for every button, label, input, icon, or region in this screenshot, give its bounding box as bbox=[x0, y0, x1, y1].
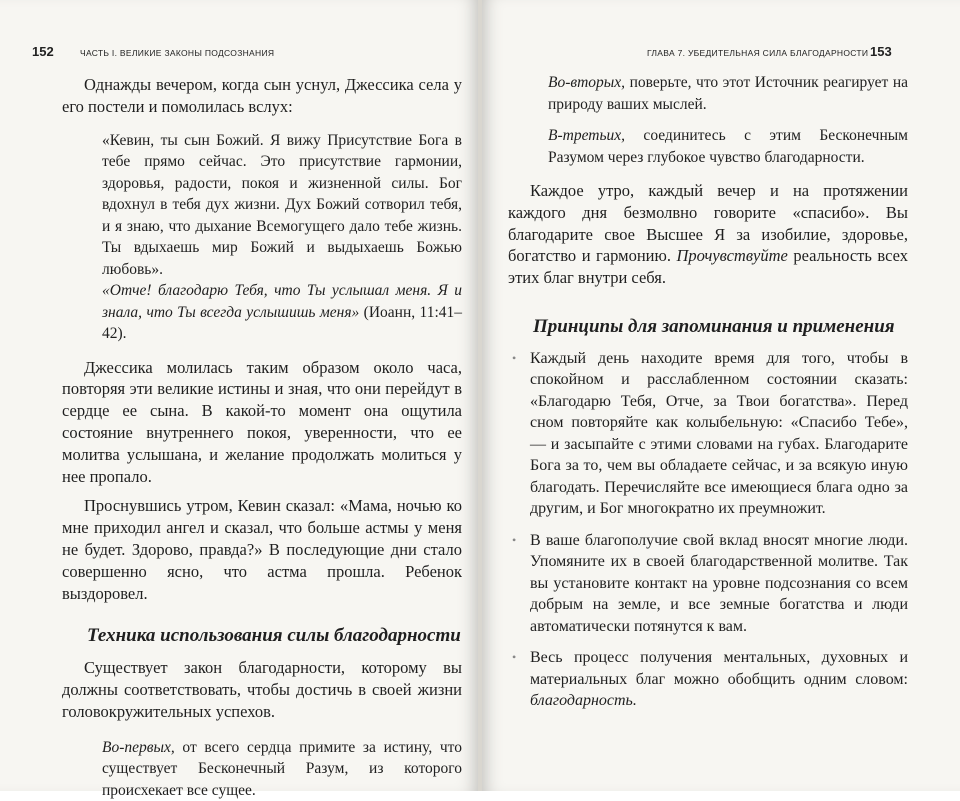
first-text: от всего сердца примите за истину, что существует Бесконечный Разум, из которого происхекает все сущее. bbox=[102, 738, 462, 799]
third-text: соединитесь с этим Бесконечным Разумом через глубокое чувство благодарности. bbox=[548, 127, 908, 166]
list-item bbox=[508, 348, 908, 520]
step-first bbox=[62, 737, 462, 801]
third-label: В-третьих, bbox=[548, 127, 626, 144]
bullet-icon: • bbox=[512, 532, 517, 547]
heading-technique: Техника использования силы благодарности bbox=[87, 625, 461, 647]
quote-italic: «Отче! благодарю Тебя, что Ты услышал меня. Я и знала, что Ты всегда услышишь меня» bbox=[102, 282, 462, 321]
daily-thanks-a: Каждое утро, каждый вечер и на протяжении каждого дня безмолвно говорите «спасибо». Вы благодарите свое Высшее Я за изобилие, здоровье, богатство и гармонию. bbox=[508, 181, 908, 266]
list-item bbox=[508, 530, 908, 638]
step-third bbox=[508, 125, 908, 168]
left-page bbox=[0, 0, 478, 799]
right-page-number: 153 bbox=[870, 44, 892, 59]
paragraph-law: Существует закон благодарности, которому вы должны соответствовать, чтобы достичь в своей жизни головокружительных успехов. bbox=[62, 658, 462, 721]
left-body bbox=[62, 74, 462, 801]
bullet-icon: • bbox=[512, 650, 517, 665]
left-page-number: 152 bbox=[32, 44, 54, 59]
second-label: Во-вторых, bbox=[548, 74, 626, 91]
second-text: поверьте, что этот Источник реагирует на природу ваших мыслей. bbox=[548, 74, 908, 113]
bullet-icon: • bbox=[512, 350, 517, 365]
heading-principles: Принципы для запоминания и применения bbox=[533, 315, 895, 337]
right-page bbox=[482, 0, 960, 791]
daily-thanks-italic: Прочувствуйте bbox=[676, 246, 788, 266]
quote-reference: (Иоанн, 11:41–42). bbox=[102, 303, 462, 343]
paragraph-daily-thanks bbox=[508, 180, 908, 289]
list-item bbox=[508, 647, 908, 712]
paragraph-kevin-morning: Проснувшись утром, Кевин сказал: «Мама, ночью ко мне приходил ангел и сказал, что больше астмы у меня не будет. Здорово, правда?» В последующие дни стало совершенно ясно, что астма прошла. Ребенок выздоровел. bbox=[62, 496, 462, 603]
step-second bbox=[508, 72, 908, 115]
prayer-quote bbox=[62, 130, 462, 345]
intro-paragraph: Однажды вечером, когда сын уснул, Джессика села у его постели и помолилась вслух: bbox=[62, 75, 462, 116]
principles-list bbox=[508, 348, 908, 712]
right-running-header: ГЛАВА 7. УБЕДИТЕЛЬНАЯ СИЛА БЛАГОДАРНОСТИ bbox=[647, 48, 869, 58]
first-label: Во-первых, bbox=[102, 738, 175, 756]
bullet-text-1: Каждый день находите время для того, чтобы в спокойном и расслабленном состоянии сказать: «Благодарю Тебя, Отче, за Твои богатства». Перед сном повторяйте как колыбельную: «Спасибо Тебе», — и засыпайте с этими словами на губах. Благодарите Бога за то, чем вы обладаете сейчас, и за всякую иную благодать. Перечисляйте все имеющиеся блага одно за другим, и Бог многократно их преумножит. bbox=[530, 349, 908, 518]
left-running-header: ЧАСТЬ I. ВЕЛИКИЕ ЗАКОНЫ ПОДСОЗНАНИЯ bbox=[80, 48, 275, 58]
right-body bbox=[508, 72, 908, 722]
quote-scripture bbox=[102, 280, 462, 345]
bullet-text-2: В ваше благополучие свой вклад вносят многие люди. Упомяните их в своей благодарственной молитве. Так вы установите контакт на уровне подсознания со всем добрым на земле, и все земные богатства и люди автоматически потянутся к вам. bbox=[530, 531, 908, 635]
quote-main: «Кевин, ты сын Божий. Я вижу Присутствие Бога в тебе прямо сейчас. Это присутствие гармонии, здоровья, радости, покоя и жизненной силы. Бог вдохнул в тебя дух жизни. Дух Божий сотворил тебя, и я знаю, что дыхание Всемогущего дало тебе жизнь. Ты вдыхаешь мир Божий и выдыхаешь Божью любовь». bbox=[102, 131, 462, 278]
daily-thanks-b: реальность всех этих благ внутри себя. bbox=[508, 246, 908, 288]
bullet-text-3a: Весь процесс получения ментальных, духовных и материальных благ можно обобщить одним словом: bbox=[530, 649, 908, 688]
paragraph-prayer-hour: Джессика молилась таким образом около часа, повторяя эти великие истины и зная, что они перейдут в сердце ее сына. В какой-то момент она ощутила состояние внутреннего покоя, уверенности, что ее молитва услышана, и желание продолжать молиться у нее пропало. bbox=[62, 357, 462, 486]
bullet-text-3-italic: благодарность. bbox=[530, 692, 637, 710]
